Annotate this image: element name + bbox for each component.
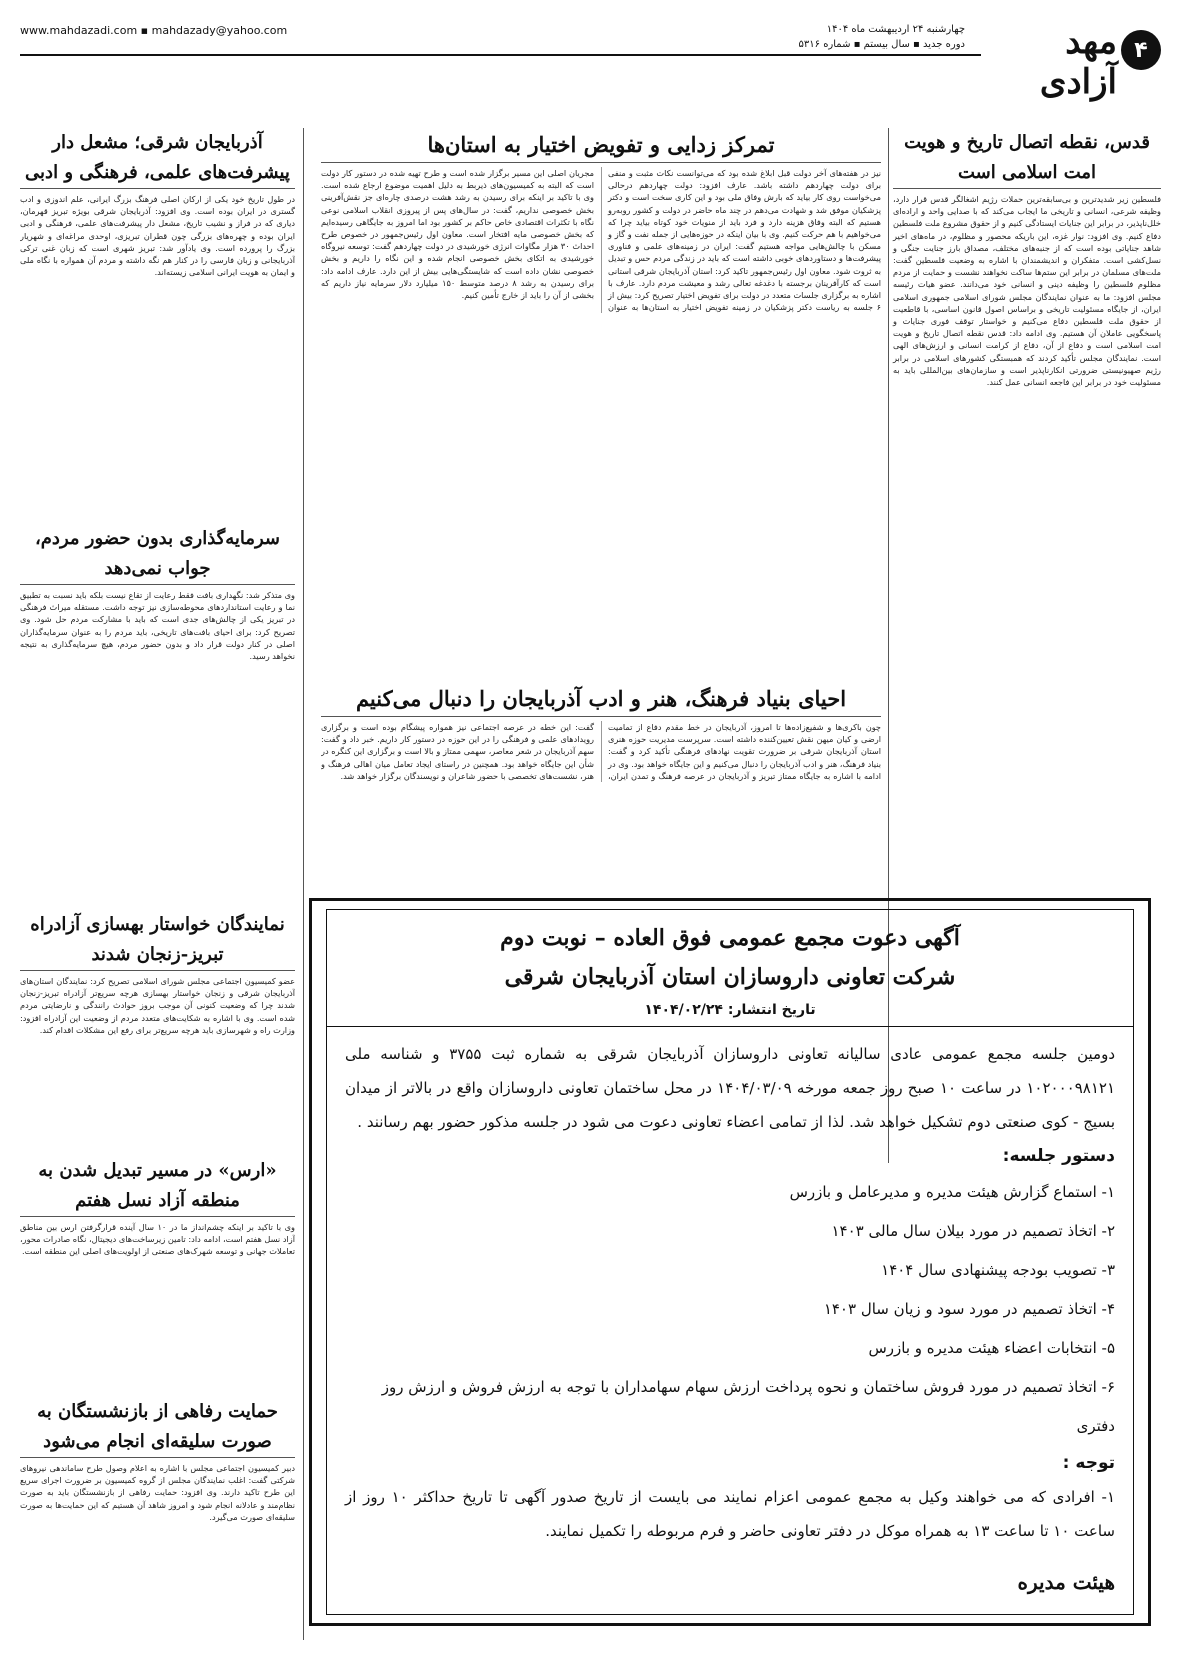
agenda-item: ۵- انتخابات اعضاء هیئت مدیره و بازرس xyxy=(868,1339,1115,1357)
article-body: فلسطین زیر شدیدترین و بی‌سابقه‌ترین حملات رژیم اشغالگر قدس قرار دارد، وظیفه شرعی، انسانی و تاریخی ما ایجاب می‌کند که با صدایی واحد و اراده‌ای خلل‌ناپذیر، در برابر این جنایات ایستادگی کنیم و از حقوق مشروع ملت فلسطین دفاع کنیم. وی افزود: نوار غزه، این باریکه محصور و مظلوم، در ماه‌های اخیر شاهد جنایاتی بوده است که از جنبه‌های مختلف، مصداق بارز جنایت جنگی و نسل‌کشی است. متفکران و اندیشمندان با اشاره به وضعیت فلسطین گفت: ملت‌های مسلمان در برابر این ستم‌ها ساکت نخواهند نشست و حمایت از مردم مظلوم فلسطین را وظیفه دینی و انسانی خود می‌دانند. عضو هیات رئیسه مجلس افزود: ما به عنوان نمایندگان مجلس شورای اسلامی جمهوری اسلامی ایران، از جایگاه مسئولیت تاریخی و براساس اصول قانون اساسی، با قاطعیت از حقوق ملت فلسطین دفاع می‌کنیم و خواستار توقف فوری جنایات و پاسخگویی عاملان آن هستیم. وی ادامه داد: قدس نقطه اتصال تاریخ و هویت امت اسلامی است و دفاع از آن، دفاع از کرامت انسانی و ارزش‌های الهی است. نمایندگان مجلس تأکید کردند که همبستگی کشورهای اسلامی در برابر رژیم صهیونیستی ضرورتی انکارناپذیر است و سازمان‌های بین‌المللی باید به مسئولیت خود در برابر این فاجعه انسانی عمل کنند. xyxy=(893,194,1161,388)
article-azerbaijan xyxy=(20,128,295,518)
article-decentralization xyxy=(321,128,881,676)
headline-retirees: حمایت رفاهی از بازنشستگان به صورت سلیقه‌ای انجام می‌شود xyxy=(20,1397,295,1458)
newspaper-logo: مهد آزادی xyxy=(1039,22,1117,102)
issue-date: چهارشنبه ۲۴ اردیبهشت ماه ۱۴۰۴ xyxy=(826,24,965,35)
agenda-title: دستور جلسه: xyxy=(1002,1146,1115,1166)
agenda-item: ۴- اتخاذ تصمیم در مورد سود و زیان سال ۱۴۰۳ xyxy=(823,1300,1115,1318)
website-email[interactable]: www.mahdazadi.com ▪ mahdazady@yahoo.com xyxy=(20,24,288,37)
agenda-item: ۱- استماع گزارش هیئت مدیره و مدیرعامل و بازرس xyxy=(789,1183,1115,1201)
notice-advertisement xyxy=(309,898,1151,1626)
headline-azerbaijan: آذربایجان شرقی؛ مشعل دار پیشرفت‌های علمی، فرهنگی و ادبی xyxy=(20,128,295,189)
notice-title: آگهی دعوت مجمع عمومی فوق العاده – نوبت دوم xyxy=(500,925,960,951)
notice-company: شرکت تعاونی داروسازان استان آذربایجان شرقی xyxy=(504,964,956,990)
left-articles xyxy=(20,128,295,1640)
note-title: توجه : xyxy=(1062,1453,1115,1473)
article-freeway xyxy=(20,910,295,1150)
article-body: در طول تاریخ خود یکی از ارکان اصلی فرهنگ بزرگ ایرانی، علم اندوزی و ادب گستری در ایران بوده است. وی افزود: آذربایجان شرقی بویژه تبریز قهرمان، دیاری که در فراز و نشیب تاریخ، مشعل دار پیشرفت‌های علمی، فرهنگی و ادبی ایران بوده و چهره‌های بزرگی چون قطران تبریزی، اوحدی مراغه‌ای و شهریار بزرگ را پرورده است. وی یادآور شد: تبریز شهری است که زبان غنی ترکی آذربایجانی و زبان فارسی را در کنار هم نگه داشته و مردم آن همواره با نگاه ملی و ایمان به هویت ایرانی اسلامی زیسته‌اند. xyxy=(20,194,295,278)
headline-quds: قدس، نقطه اتصال تاریخ و هویت امت اسلامی است xyxy=(893,128,1161,189)
column-divider xyxy=(303,128,304,1640)
headline-culture-foundation: احیای بنیاد فرهنگ، هنر و ادب آذربایجان را دنبال می‌کنیم xyxy=(321,682,881,717)
article-culture-foundation xyxy=(321,682,881,852)
headline-decentralization: تمرکز زدایی و تفویض اختیار به استان‌ها xyxy=(321,128,881,163)
article-body: عضو کمیسیون اجتماعی مجلس شورای اسلامی تصریح کرد: نمایندگان استان‌های آذربایجان شرقی و زنجان خواستار بهسازی هرچه سریع‌تر آزادراه تبریز-زنجان شدند چرا که وضعیت کنونی آن موجب بروز حوادث رانندگی و نارضایتی مردم شده است. وی با اشاره به شکایت‌های متعدد مردم از وضعیت این آزادراه افزود: وزارت راه و شهرسازی باید هرچه سریع‌تر برای رفع این مشکلات اقدام کند. xyxy=(20,976,295,1035)
notice-signature: هیئت مدیره xyxy=(1017,1570,1115,1594)
headline-freeway: نمایندگان خواستار بهسازی آزادراه تبریز-زنجان شدند xyxy=(20,910,295,971)
headline-aras: «ارس» در مسیر تبدیل شدن به منطقه آزاد نسل هفتم xyxy=(20,1156,295,1217)
agenda-item: ۲- اتخاذ تصمیم در مورد بیلان سال مالی ۱۴۰۳ xyxy=(831,1222,1115,1240)
headline-investment: سرمایه‌گذاری بدون حضور مردم، جواب نمی‌دهد xyxy=(20,524,295,585)
notice-frame xyxy=(326,909,1134,1615)
article-body: وی متذکر شد: نگهداری بافت فقط رعایت از تقاع نیست بلکه باید نسبت به تطبیق نما و رعایت استانداردهای محوطه‌سازی نیز توجه داشت. مستقله میراث فرهنگی در تبریز یکی از چالش‌های جدی است که باید با مشارکت مردم حل شود. وی تصریح کرد: برای احیای بافت‌های تاریخی، باید مردم را به عنوان سرمایه‌گذاران اصلی در کنار دولت قرار داد و بدون حضور مردم، هیچ سرمایه‌گذاری به نتیجه نخواهد رسید. xyxy=(20,590,295,662)
notice-intro: دومین جلسه مجمع عمومی عادی سالیانه تعاونی داروسازان آذربایجان شرقی به شماره ثبت ۳۷۵۵ و شناسه ملی ۱۰۲۰۰۰۹۸۱۲۱ در ساعت ۱۰ صبح روز جمعه مورخه ۱۴۰۴/۰۳/۰۹ در محل ساختمان تعاونی داروسازان واقع در بالاتر از میدان بسیج - کوی صنعتی دوم تشکیل خواهد شد. لذا از تمامی اعضاء تعاونی دعوت می شود در جلسه مذکور حضور بهم رسانند . xyxy=(345,1045,1116,1131)
newspaper-page xyxy=(20,18,1161,1648)
logo-block xyxy=(983,18,1161,136)
issue-number: دوره جدید ▪ سال بیستم ▪ شماره ۵۳۱۶ xyxy=(798,39,965,50)
article-retirees xyxy=(20,1397,295,1627)
agenda-item: ۶- اتخاذ تصمیم در مورد فروش ساختمان و نحوه پرداخت ارزش سهام سهامداران با توجه به ارزش فروش و ارزش روز دفتری xyxy=(381,1378,1115,1435)
article-body: وی با تاکید بر اینکه چشم‌انداز ما در ۱۰ سال آینده قرارگرفتن ارس بین مناطق آزاد نسل هفتم است، ادامه داد: تامین زیرساخت‌های دیجیتال، نگاه صادرات محور، تعاملات جهانی و توسعه شهرک‌های صنعتی از اولویت‌های اصلی این منطقه است. xyxy=(20,1222,295,1257)
masthead xyxy=(20,18,1161,136)
notice-date: تاریخ انتشار: ۱۴۰۴/۰۲/۲۴ xyxy=(327,998,1133,1027)
note-text: ۱- افرادی که می خواهند وکیل به مجمع عمومی اعزام نمایند می بایست از تاریخ صدور آگهی تا تاریخ حداکثر ۱۰ روز از ساعت ۱۰ تا ساعت ۱۳ به همراه موکل در دفتر تعاونی حاضر و فرم مربوطه را تکمیل نمایند. xyxy=(345,1488,1115,1540)
page-number: ۴ xyxy=(1121,30,1161,70)
article-body: نیز در هفته‌های آخر دولت قبل ابلاغ شده بود که می‌توانست نکات مثبت و منفی برای دولت چهاردهم داشته باشد. عارف افزود: دولت چهاردهم درحالی می‌خواست روی کار بیاید که بارش وفاق ملی بود و این کاری سخت است و دکتر پزشکیان موفق شد و شهادت می‌دهم در چند ماه حاضر در دولت و کشور روبه‌رو هستیم که البته وفاق هزینه دارد و فرد باید از منویات خود کوتاه بیاید چرا که می‌خواهیم با هم حرکت کنیم. وی با بیان اینکه در حوزه‌هایی از جمله نفت و گاز و مسکن با چالش‌هایی مواجه هستیم گفت: ایران در زمینه‌های علمی و فناوری پیشرفت‌ها و دستاوردهای خوبی داشته است که باید در زندگی مردم حس و تبدیل به ثروت شود. معاون اول رئیس‌جمهور تاکید کرد: استان آذربایجان شرقی استانی است که کارآفرینان برجسته با دغدغه تعالی رشد و معیشت مردم دارد. عارف با اشاره به برگزاری جلسات متعدد در دولت برای تفویض اختیار تصریح کرد: بیش از ۶ جلسه به ریاست دکتر پزشکیان در زمینه تفویض اختیار به استان‌ها به عنوان مجریان اصلی این مسیر برگزار شده است و طرح تهیه شده در دستور کار دولت است که البته به کمیسیون‌های ذیربط به دلیل اهمیت موضوع ارجاع شده است. وی با تاکید بر اینکه برای رسیدن به رشد هشت درصدی چاره‌ای جز نقش‌آفرینی بخش خصوصی نداریم، گفت: در سال‌های پس از پیروزی انقلاب اسلامی نوعی نگاه با تکثرات اقتصادی خاص حاکم بر کشور بود اما امروز به جایگاهی رسیده‌ایم که بخش خصوصی مایه افتخار است. معاون اول رئیس‌جمهور در خصوص طرح احداث ۳۰ هزار مگاوات انرژی خورشیدی در دولت چهاردهم گفت: توسعه نیروگاه خورشیدی به اتکای بخش خصوصی انجام شده و این نگاه را داریم و بخش خصوصی نشان داده است که شایستگی‌هایی بیش از این دارد. عارف ادامه داد: برای رسیدن به رشد ۸ درصد متوسط ۱۵۰ میلیارد دلار سرمایه نیاز داریم که بخشی از آن را باید از خارج تأمین کنیم. xyxy=(321,168,881,313)
middle-articles xyxy=(321,128,881,848)
issue-info xyxy=(799,22,965,52)
agenda-list xyxy=(345,1173,1115,1446)
article-investment xyxy=(20,524,295,904)
agenda-item: ۳- تصویب بودجه پیشنهادی سال ۱۴۰۴ xyxy=(881,1261,1115,1279)
masthead-rule xyxy=(20,54,981,56)
article-aras xyxy=(20,1156,295,1391)
article-body: چون باکری‌ها و شفیع‌زاده‌ها تا امروز، آذربایجان در خط مقدم دفاع از تمامیت ارضی و کیان میهن نقش تعیین‌کننده داشته است. سرپرست مدیریت حوزه هنری استان آذربایجان شرقی بر ضرورت تقویت نهادهای فرهنگی تأکید کرد و گفت: بنیاد فرهنگ، هنر و ادب آذربایجان را دنبال می‌کنیم و این جایگاه خواهد بود. وی در ادامه با اشاره به جایگاه ممتاز تبریز و آذربایجان در عرصه فرهنگ و تمدن ایران، گفت: این خطه در عرصه اجتماعی نیز همواره پیشگام بوده است و برگزاری رویدادهای علمی و فرهنگی را در این حوزه در دستور کار داریم. خبر داد و گفت: سهم آذربایجان در شعر معاصر، سهمی ممتاز و بالا است و برگزاری این کنگره در شأن این جایگاه خواهد بود. همچنین در راستای ایجاد تعامل میان اهالی فرهنگ و هنر، نشست‌های تخصصی با حضور شاعران و نویسندگان برگزار خواهد شد. xyxy=(321,722,881,781)
article-body: دبیر کمیسیون اجتماعی مجلس با اشاره به اعلام وصول طرح ساماندهی نیروهای شرکتی گفت: اغلب نمایندگان مجلس از گروه کمیسیون بر ضرورت اجرای سریع این طرح تاکید دارند. وی افزود: حمایت رفاهی از بازنشستگان باید به صورت نظام‌مند و عادلانه انجام شود و امروز شاهد آن هستیم که این حمایت‌ها به صورت سلیقه‌ای صورت می‌گیرد. xyxy=(20,1463,295,1522)
